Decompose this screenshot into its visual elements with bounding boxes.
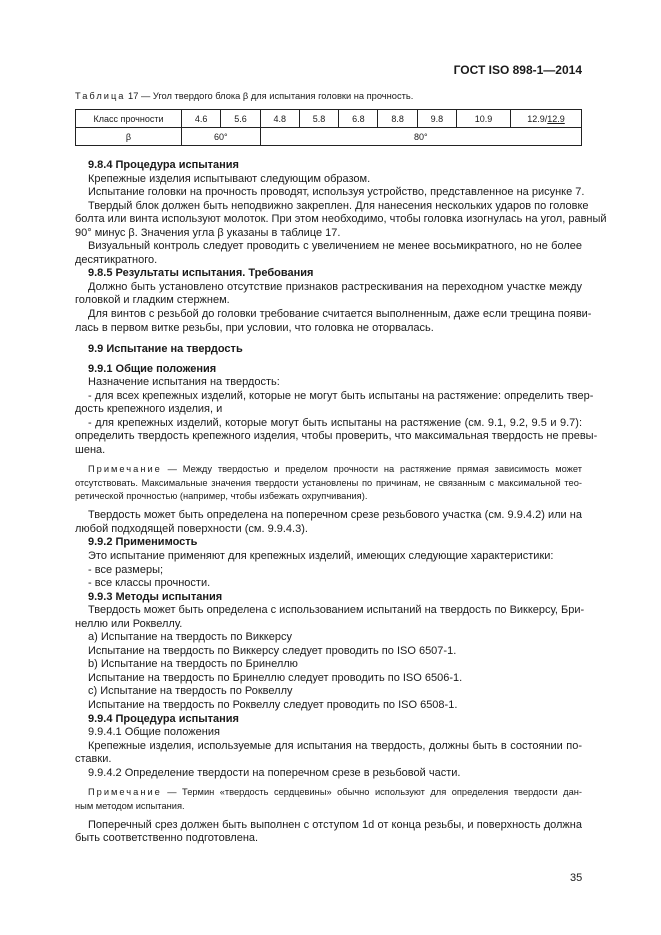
paragraph [75, 645, 582, 659]
text-line: Крепежные изделия, используемые для испытания на твердость, должны быть в состоянии по- [88, 739, 582, 752]
text-line: 9.8.4 Процедура испытания [88, 159, 239, 171]
text-line: лась в первом витке резьбы, при условии, что головка не оторвалась. [75, 321, 434, 334]
paragraph [75, 240, 582, 267]
paragraph [75, 550, 582, 564]
text-line: ным методом испытания. [75, 800, 185, 811]
document-header: ГОСТ ISO 898-1—2014 [453, 63, 582, 77]
paragraph [75, 631, 582, 645]
text-line: определить твердость крепежного изделия, чтобы проверить, что максимальная твердость не превы- [75, 430, 598, 443]
section-heading [75, 536, 582, 550]
text-line: 9.9 Испытание на твердость [88, 343, 243, 356]
note-paragraph [75, 786, 582, 813]
paragraph [75, 564, 582, 578]
section-heading [75, 159, 582, 173]
text-line: неллю или Роквеллу. [75, 617, 183, 630]
text-line: ретической прочностью (например, чтобы избежать охрупчивания). [75, 491, 368, 502]
text-line: Испытание головки на прочность проводят, используя устройство, представленное на рисунке 7. [88, 186, 585, 199]
text-line: 9.9.1 Общие положения [88, 362, 217, 375]
text-line: 9.9.4.2 Определение твердости на поперечном срезе в резьбовой части. [88, 766, 461, 779]
table-cell: 8.8 [378, 110, 417, 128]
table-cell: 5.6 [221, 110, 260, 128]
text-line: a) Испытание на твердость по Виккерсу [88, 631, 292, 644]
text-line: ставки. [75, 753, 112, 766]
table-cell: 60° [182, 128, 261, 146]
document-body [75, 159, 607, 846]
note-label: Примечание [88, 464, 162, 475]
text-line: Испытание на твердость по Бринеллю следует проводить по ISO 6506-1. [88, 671, 463, 684]
text-line: Твердость может быть определена на поперечном срезе резьбового участка (см. 9.9.4.2) или на [88, 509, 582, 522]
text-line: Это испытание применяют для крепежных изделий, имеющих следующие характеристики: [88, 550, 554, 563]
strength-class-table [75, 109, 582, 146]
table-cell: 80° [260, 128, 581, 146]
paragraph [75, 658, 582, 672]
paragraph [75, 819, 582, 846]
table-cell: Класс прочности [76, 110, 182, 128]
note-paragraph [75, 463, 582, 503]
paragraph [75, 685, 582, 699]
section-heading [75, 343, 582, 357]
text-line: шена. [75, 443, 106, 456]
table-cell: 5.8 [299, 110, 338, 128]
note-label: Примечание [88, 787, 162, 798]
paragraph [75, 376, 582, 390]
table-cell: 6.8 [339, 110, 378, 128]
paragraph [75, 186, 585, 200]
text-line: десятикратного. [75, 253, 158, 266]
caption-prefix: Таблица [75, 91, 126, 101]
paragraph [75, 281, 582, 308]
text-line: болта или винта используют молоток. При этом необходимо, чтобы головка изогнулась на угол, равный [75, 213, 607, 226]
paragraph [75, 389, 594, 417]
table-cell [511, 110, 582, 128]
table-cell: 4.6 [182, 110, 221, 128]
text-line: Поперечный срез должен быть выполнен с отступом 1d от конца резьбы, и поверхность должна [88, 818, 582, 831]
paragraph [75, 199, 607, 241]
text-line: c) Испытание на твердость по Роквеллу [88, 685, 293, 698]
text-line: Для винтов с резьбой до головки требование считается выполненным, даже если трещина появи- [88, 308, 592, 321]
section-heading [75, 363, 582, 377]
section-heading [75, 267, 582, 281]
section-heading [75, 591, 582, 605]
paragraph [75, 173, 582, 187]
table-row [76, 110, 582, 128]
paragraph [75, 726, 582, 740]
text-line: дость крепежного изделия, и [75, 403, 223, 416]
text-line: Примечание — Термин «твердость сердцевины» обычно используют для определения твердости дан- [88, 787, 582, 798]
text-line: Твердый блок должен быть неподвижно закреплен. Для нанесения нескольких ударов по головке [88, 199, 589, 212]
text-line: 9.9.2 Применимость [88, 536, 198, 549]
text-line: 90° минус β. Значения угла β указаны в таблице 17. [75, 226, 341, 239]
paragraph [75, 416, 598, 458]
table-cell: 9.8 [417, 110, 456, 128]
paragraph [75, 577, 582, 591]
page-number: 35 [570, 872, 583, 884]
spacer [75, 335, 582, 343]
text-line: 9.8.5 Результаты испытания. Требования [88, 267, 314, 280]
caption-text: 17 — Угол твердого блока β для испытания головки на прочность. [128, 91, 414, 101]
text-line: b) Испытание на твердость по Бринеллю [88, 658, 298, 671]
text-line: 9.9.3 Методы испытания [88, 590, 223, 603]
paragraph [75, 308, 592, 335]
text-line: Назначение испытания на твердость: [88, 376, 280, 389]
paragraph [75, 672, 582, 686]
text-line: быть соответственно подготовлена. [75, 832, 259, 845]
text-line: любой подходящей поверхности (см. 9.9.4.3). [75, 522, 308, 535]
text-line: головкой и гладким стержнем. [75, 294, 230, 307]
paragraph [75, 740, 582, 767]
text-line: отсутствовать. Максимальные значения твердости установлены по причинам, не связанным с максимальной тео- [75, 477, 582, 488]
class-value-underlined: 12.9 [547, 113, 565, 124]
text-line: Должно быть установлено отсутствие признаков растрескивания на переходном участке между [88, 280, 582, 293]
text-line: Испытание на твердость по Виккерсу следует проводить по ISO 6507-1. [88, 644, 457, 657]
paragraph [75, 699, 582, 713]
text-line: - все классы прочности. [88, 577, 211, 590]
paragraph [75, 767, 582, 781]
text-line: - для всех крепежных изделий, которые не могут быть испытаны на растяжение: определить твер- [88, 389, 594, 402]
section-heading [75, 713, 582, 727]
text-line: Твердость может быть определена с использованием испытаний на твердость по Виккерсу, Бри- [88, 604, 585, 617]
class-value: 12.9/ [527, 113, 548, 124]
text-line: 9.9.4 Процедура испытания [88, 712, 239, 725]
table-cell: 4.8 [260, 110, 299, 128]
text-line: Примечание — Между твердостью и пределом прочности на растяжение прямая зависимость может [88, 464, 582, 475]
text-line: - для крепежных изделий, которые могут быть испытаны на растяжение (см. 9.1, 9.2, 9.5 и 9.7): [88, 416, 582, 429]
paragraph [75, 604, 585, 631]
text-line: 9.9.4.1 Общие положения [88, 726, 220, 739]
paragraph [75, 509, 582, 536]
table-row [76, 128, 582, 146]
text-line: - все размеры; [88, 563, 164, 576]
table-cell: 10.9 [457, 110, 511, 128]
table-cell: β [76, 128, 182, 146]
text-line: Испытание на твердость по Роквеллу следует проводить по ISO 6508-1. [88, 699, 458, 712]
table-caption [75, 91, 413, 101]
text-line: Визуальный контроль следует проводить с увеличением не менее восьмикратного, но не более [88, 240, 582, 253]
text-line: Крепежные изделия испытывают следующим образом. [88, 172, 371, 185]
